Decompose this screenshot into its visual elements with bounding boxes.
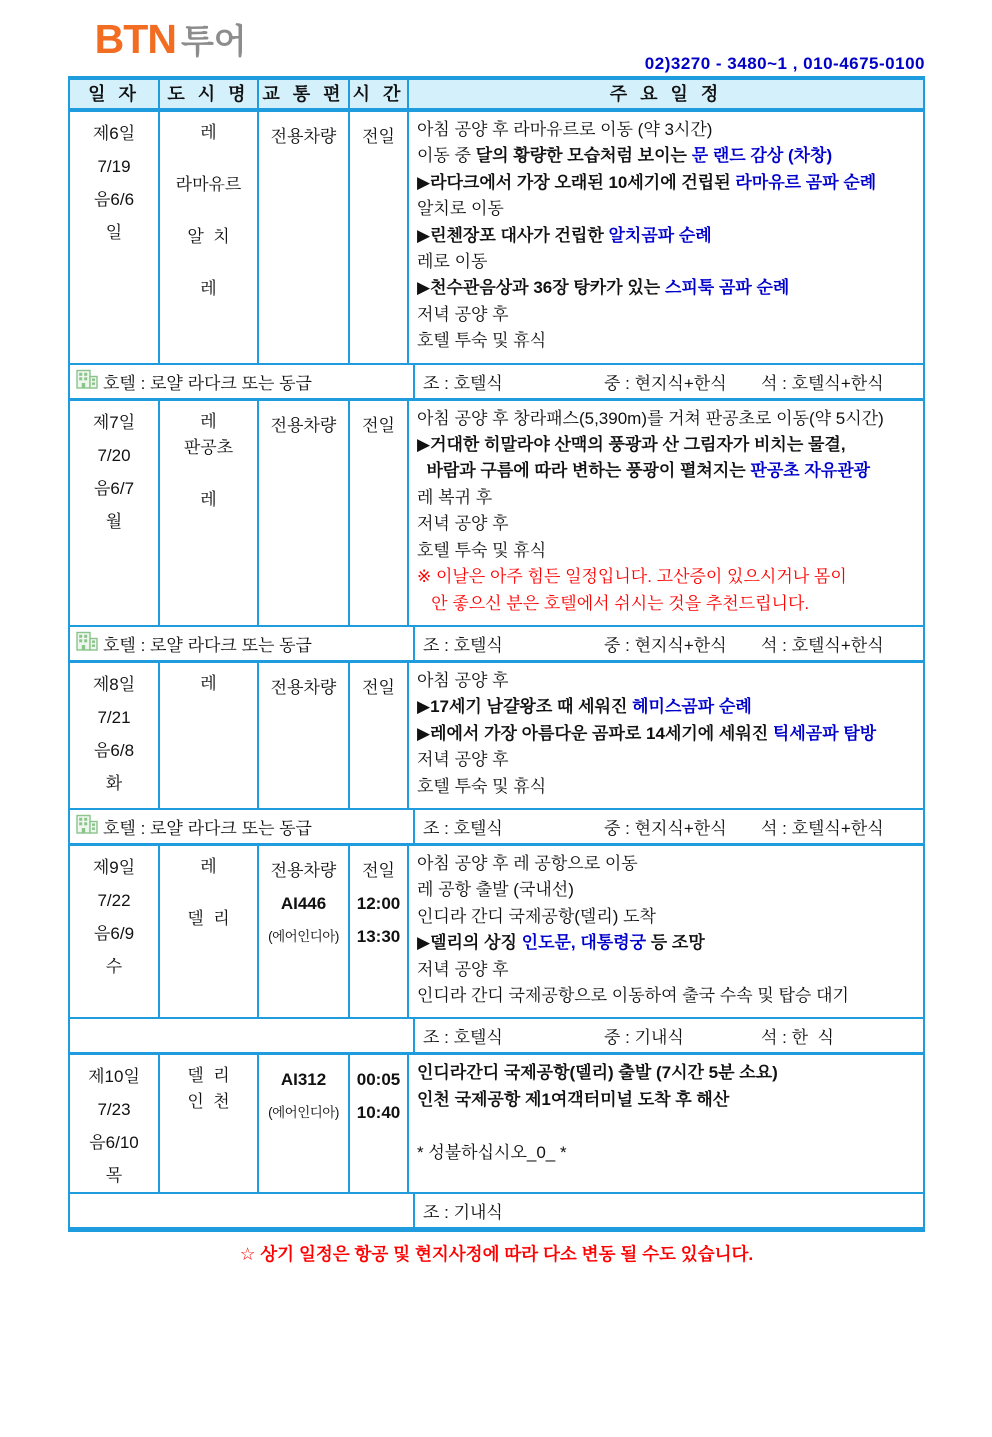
city-line bbox=[160, 880, 257, 906]
schedule-line bbox=[417, 458, 917, 484]
time-line: 전일 bbox=[362, 127, 395, 146]
city-line: 인 천 bbox=[187, 1092, 230, 1112]
city-line bbox=[160, 461, 257, 487]
meal-item: 중 : 현지식+한식 bbox=[604, 818, 727, 838]
schedule-text: 아침 공양 후 창라패스(5,390m)를 거쳐 판공초로 이동(약 5시간) bbox=[417, 408, 884, 428]
hotel-meal-row bbox=[70, 810, 923, 846]
transport-cell bbox=[259, 1055, 350, 1192]
schedule-line bbox=[417, 170, 917, 196]
date-line: 제6일 bbox=[92, 124, 136, 143]
city-line: 판공초 bbox=[183, 437, 234, 457]
logo-tour-text: 투어 bbox=[180, 23, 247, 61]
schedule-text: 안 좋으신 분은 호텔에서 쉬시는 것을 추천드립니다. bbox=[417, 593, 810, 613]
city-cell bbox=[160, 1055, 259, 1192]
city-line: 레 bbox=[200, 856, 217, 876]
date-line: 목 bbox=[105, 1166, 123, 1186]
schedule-text: 알치곰파 순례 bbox=[608, 225, 712, 245]
schedule-text: 레로 이동 bbox=[417, 252, 488, 272]
date-line: 7/20 bbox=[97, 445, 131, 465]
schedule-text: 아침 공양 후 bbox=[417, 670, 509, 690]
date-line: 7/19 bbox=[97, 157, 131, 176]
schedule-text: ▶17세기 남걀왕조 때 세워진 bbox=[417, 697, 633, 717]
schedule-text: 인도문, 대통령궁 bbox=[521, 933, 647, 953]
city-cell bbox=[160, 401, 259, 625]
schedule-text: ▶거대한 히말라야 산맥의 풍광과 산 그림자가 비치는 물결, bbox=[417, 435, 846, 455]
schedule-line bbox=[417, 511, 917, 537]
hotel-name: 호텔 : 로얄 라다크 또는 동급 bbox=[103, 373, 312, 393]
date-cell bbox=[70, 112, 160, 363]
schedule-line bbox=[417, 668, 917, 694]
schedule-text: ▶천수관음상과 36장 탕카가 있는 bbox=[417, 278, 665, 298]
schedule-text: 스피툭 곰파 순례 bbox=[664, 278, 790, 298]
meals-cell bbox=[415, 627, 923, 660]
btn-tour-logo bbox=[68, 3, 247, 76]
schedule-line bbox=[417, 591, 917, 617]
itinerary-page bbox=[0, 16, 992, 1437]
meal-item: 석 : 호텔식+한식 bbox=[761, 818, 884, 838]
city-line: 알 치 bbox=[187, 227, 230, 246]
meal-item: 조 : 호텔식 bbox=[423, 818, 503, 838]
hotel-icon bbox=[76, 631, 98, 656]
schedule-text: 바람과 구름에 따라 변하는 풍광이 펼쳐지는 bbox=[417, 461, 751, 481]
time-line: 00:05 bbox=[356, 1070, 401, 1090]
date-line: 음6/7 bbox=[93, 478, 135, 498]
time-line: 전일 bbox=[362, 677, 395, 697]
schedule-line bbox=[417, 721, 917, 747]
city-line: 라마유르 bbox=[175, 175, 242, 194]
time-line: 10:40 bbox=[356, 1103, 401, 1123]
day-row bbox=[70, 112, 923, 365]
meal-item: 조 : 호텔식 bbox=[423, 373, 503, 393]
transport-line: (에어인디아) bbox=[268, 1105, 339, 1121]
schedule-text: 달의 황량한 모습처럼 보이는 bbox=[475, 146, 692, 166]
transport-line: (에어인디아) bbox=[268, 928, 339, 944]
date-line: 7/22 bbox=[97, 890, 131, 910]
city-line: 레 bbox=[200, 123, 217, 142]
schedule-line bbox=[417, 851, 917, 877]
hotel-name: 호텔 : 로얄 라다크 또는 동급 bbox=[103, 635, 312, 655]
hotel-cell bbox=[70, 365, 415, 398]
day-row bbox=[70, 846, 923, 1019]
date-line: 제7일 bbox=[92, 412, 136, 432]
date-cell bbox=[70, 401, 160, 625]
date-line: 7/21 bbox=[97, 707, 131, 727]
schedule-text: 레 복귀 후 bbox=[417, 487, 493, 507]
schedule-text: 호텔 투숙 및 휴식 bbox=[417, 331, 547, 351]
meal-item: 조 : 호텔식 bbox=[423, 1028, 503, 1048]
transport-cell bbox=[259, 663, 350, 808]
logo-btn-text: BTN bbox=[94, 16, 176, 62]
schedule-text: 레 공항 출발 (국내선) bbox=[417, 880, 574, 900]
schedule-text: 이동 중 bbox=[417, 146, 476, 166]
schedule-text: ▶레에서 가장 아름다운 곰파로 14세기에 세워진 bbox=[417, 723, 773, 743]
date-line: 음6/10 bbox=[89, 1133, 139, 1153]
schedule-text: 인천 국제공항 제1여객터미널 도착 후 해산 bbox=[417, 1089, 730, 1109]
city-line: 레 bbox=[200, 279, 217, 298]
city-line bbox=[160, 250, 257, 276]
date-line: 음6/6 bbox=[93, 190, 135, 209]
schedule-line bbox=[417, 328, 917, 354]
meal-item: 석 : 한 식 bbox=[761, 1028, 834, 1048]
hotel-meal-row bbox=[70, 1019, 923, 1055]
meal-item: 석 : 호텔식+한식 bbox=[761, 373, 884, 393]
city-cell bbox=[160, 663, 259, 808]
schedule-line bbox=[417, 930, 917, 956]
schedule-line bbox=[417, 406, 917, 432]
meals-cell bbox=[415, 810, 923, 843]
meal-item: 중 : 현지식+한식 bbox=[604, 373, 727, 393]
schedule-line bbox=[417, 485, 917, 511]
date-cell bbox=[70, 1055, 160, 1192]
date-line: 화 bbox=[105, 773, 123, 793]
schedule-text: 인디라 간디 국제공항(델리) 도착 bbox=[417, 906, 656, 926]
table-header-row bbox=[70, 80, 923, 112]
schedule-text: * 성불하십시오_0_ * bbox=[417, 1142, 567, 1162]
table-body bbox=[70, 112, 923, 1232]
schedule-line bbox=[417, 117, 917, 143]
transport-cell bbox=[259, 846, 350, 1017]
transport-line: AI446 bbox=[280, 893, 327, 913]
schedule-cell bbox=[409, 663, 923, 808]
meal-item: 중 : 기내식 bbox=[604, 1028, 684, 1048]
city-line: 델 리 bbox=[187, 1066, 230, 1086]
schedule-text: 인디라간디 국제공항(델리) 출발 (7시간 5분 소요) bbox=[417, 1063, 778, 1083]
schedule-text: 호텔 투숙 및 휴식 bbox=[417, 776, 547, 796]
schedule-cell bbox=[409, 401, 923, 625]
time-cell bbox=[350, 663, 409, 808]
meal-item: 중 : 현지식+한식 bbox=[604, 635, 727, 655]
schedule-line bbox=[417, 538, 917, 564]
header-transport: 교 통 편 bbox=[259, 80, 350, 108]
city-line: 델 리 bbox=[187, 908, 230, 928]
transport-line: AI312 bbox=[280, 1070, 327, 1090]
time-cell bbox=[350, 1055, 409, 1192]
schedule-text: 저녁 공양 후 bbox=[417, 750, 509, 770]
city-cell bbox=[160, 112, 259, 363]
schedule-text: 틱세곰파 탐방 bbox=[772, 723, 877, 743]
schedule-text: 헤미스곰파 순례 bbox=[632, 697, 752, 717]
schedule-text: 저녁 공양 후 bbox=[417, 514, 509, 534]
hotel-meal-row bbox=[70, 1194, 923, 1232]
schedule-cell bbox=[409, 1055, 923, 1192]
city-line: 레 bbox=[200, 673, 217, 693]
schedule-text: ▶라다크에서 가장 오래된 10세기에 건립된 bbox=[417, 172, 736, 192]
time-line: 전일 bbox=[362, 415, 395, 435]
schedule-line bbox=[417, 904, 917, 930]
schedule-text: 저녁 공양 후 bbox=[417, 959, 509, 979]
itinerary-table bbox=[68, 76, 925, 1232]
transport-cell bbox=[259, 401, 350, 625]
schedule-text: 등 조망 bbox=[646, 933, 705, 953]
hotel-cell bbox=[70, 627, 415, 660]
city-line: 레 bbox=[200, 411, 217, 431]
day-row bbox=[70, 1055, 923, 1194]
date-line: 제8일 bbox=[92, 674, 136, 694]
schedule-line bbox=[417, 1140, 917, 1166]
schedule-cell bbox=[409, 846, 923, 1017]
schedule-text: 아침 공양 후 라마유르로 이동 (약 3시간) bbox=[417, 120, 713, 139]
schedule-line bbox=[417, 747, 917, 773]
time-cell bbox=[350, 846, 409, 1017]
date-line: 7/23 bbox=[97, 1100, 131, 1120]
top-bar bbox=[68, 16, 925, 76]
time-line: 12:00 bbox=[356, 893, 401, 913]
hotel-cell bbox=[70, 810, 415, 843]
header-date: 일 자 bbox=[70, 80, 160, 108]
schedule-text: ※ 이날은 아주 힘든 일정입니다. 고산증이 있으시거나 몸이 bbox=[417, 567, 847, 587]
meal-item: 조 : 기내식 bbox=[423, 1203, 503, 1223]
hotel-cell bbox=[70, 1194, 415, 1227]
city-line bbox=[160, 146, 257, 172]
transport-line: 전용차량 bbox=[270, 415, 337, 435]
schedule-line bbox=[417, 223, 917, 249]
schedule-line bbox=[417, 564, 917, 590]
schedule-line bbox=[417, 1060, 917, 1086]
time-cell bbox=[350, 112, 409, 363]
schedule-text: 호텔 투숙 및 휴식 bbox=[417, 540, 547, 560]
date-line: 월 bbox=[105, 511, 123, 531]
date-line: 음6/9 bbox=[93, 923, 135, 943]
schedule-line bbox=[417, 275, 917, 301]
schedule-line bbox=[417, 432, 917, 458]
transport-line: 전용차량 bbox=[270, 677, 337, 697]
hotel-icon bbox=[76, 814, 98, 839]
schedule-line bbox=[417, 957, 917, 983]
schedule-line bbox=[417, 877, 917, 903]
hotel-cell bbox=[70, 1019, 415, 1052]
schedule-line bbox=[417, 1087, 917, 1113]
schedule-line bbox=[417, 1113, 917, 1139]
schedule-line bbox=[417, 249, 917, 275]
schedule-cell bbox=[409, 112, 923, 363]
schedule-line bbox=[417, 143, 917, 169]
schedule-text: 판공초 자유관광 bbox=[750, 461, 871, 481]
schedule-text: 아침 공양 후 레 공항으로 이동 bbox=[417, 853, 638, 873]
date-line: 음6/8 bbox=[93, 740, 135, 760]
meals-cell bbox=[415, 365, 923, 398]
footer-note: ☆ 상기 일정은 항공 및 현지사정에 따라 다소 변동 될 수도 있습니다. bbox=[239, 1244, 754, 1265]
date-cell bbox=[70, 846, 160, 1017]
schedule-line bbox=[417, 774, 917, 800]
city-line: 레 bbox=[200, 489, 217, 509]
meals-cell bbox=[415, 1019, 923, 1052]
date-line: 수 bbox=[105, 956, 123, 976]
schedule-line bbox=[417, 196, 917, 222]
meal-item: 석 : 호텔식+한식 bbox=[761, 635, 884, 655]
transport-line: 전용차량 bbox=[270, 860, 337, 880]
hotel-meal-row bbox=[70, 627, 923, 663]
hotel-name: 호텔 : 로얄 라다크 또는 동급 bbox=[103, 818, 312, 838]
meals-cell bbox=[415, 1194, 923, 1227]
schedule-line bbox=[417, 302, 917, 328]
time-line: 전일 bbox=[362, 860, 395, 880]
city-line bbox=[160, 198, 257, 224]
date-cell bbox=[70, 663, 160, 808]
meal-item: 조 : 호텔식 bbox=[423, 635, 503, 655]
header-schedule: 주 요 일 정 bbox=[609, 84, 723, 104]
transport-cell bbox=[259, 112, 350, 363]
schedule-text: 라마유르 곰파 순례 bbox=[735, 172, 877, 192]
city-cell bbox=[160, 846, 259, 1017]
phone-number: 02)3270 - 3480~1 , 010-4675-0100 bbox=[644, 54, 925, 73]
date-line: 제9일 bbox=[92, 857, 136, 877]
day-row bbox=[70, 663, 923, 810]
schedule-text: 저녁 공양 후 bbox=[417, 304, 509, 324]
schedule-text: ▶델리의 상징 bbox=[417, 933, 522, 953]
time-line: 13:30 bbox=[356, 926, 401, 946]
schedule-text: 인디라 간디 국제공항으로 이동하여 출국 수속 및 탑승 대기 bbox=[417, 985, 849, 1005]
date-line: 제10일 bbox=[88, 1067, 140, 1087]
transport-line: 전용차량 bbox=[270, 127, 337, 146]
time-cell bbox=[350, 401, 409, 625]
schedule-line bbox=[417, 983, 917, 1009]
header-city: 도 시 명 bbox=[160, 80, 259, 108]
schedule-text: 알치로 이동 bbox=[417, 199, 504, 219]
header-time: 시 간 bbox=[350, 80, 409, 108]
hotel-icon bbox=[76, 369, 98, 394]
day-row bbox=[70, 401, 923, 627]
hotel-meal-row bbox=[70, 365, 923, 401]
schedule-text: ▶린첸장포 대사가 건립한 bbox=[417, 225, 609, 245]
date-line: 일 bbox=[105, 223, 123, 242]
schedule-text: 문 랜드 감상 (차창) bbox=[691, 146, 833, 166]
schedule-line bbox=[417, 694, 917, 720]
